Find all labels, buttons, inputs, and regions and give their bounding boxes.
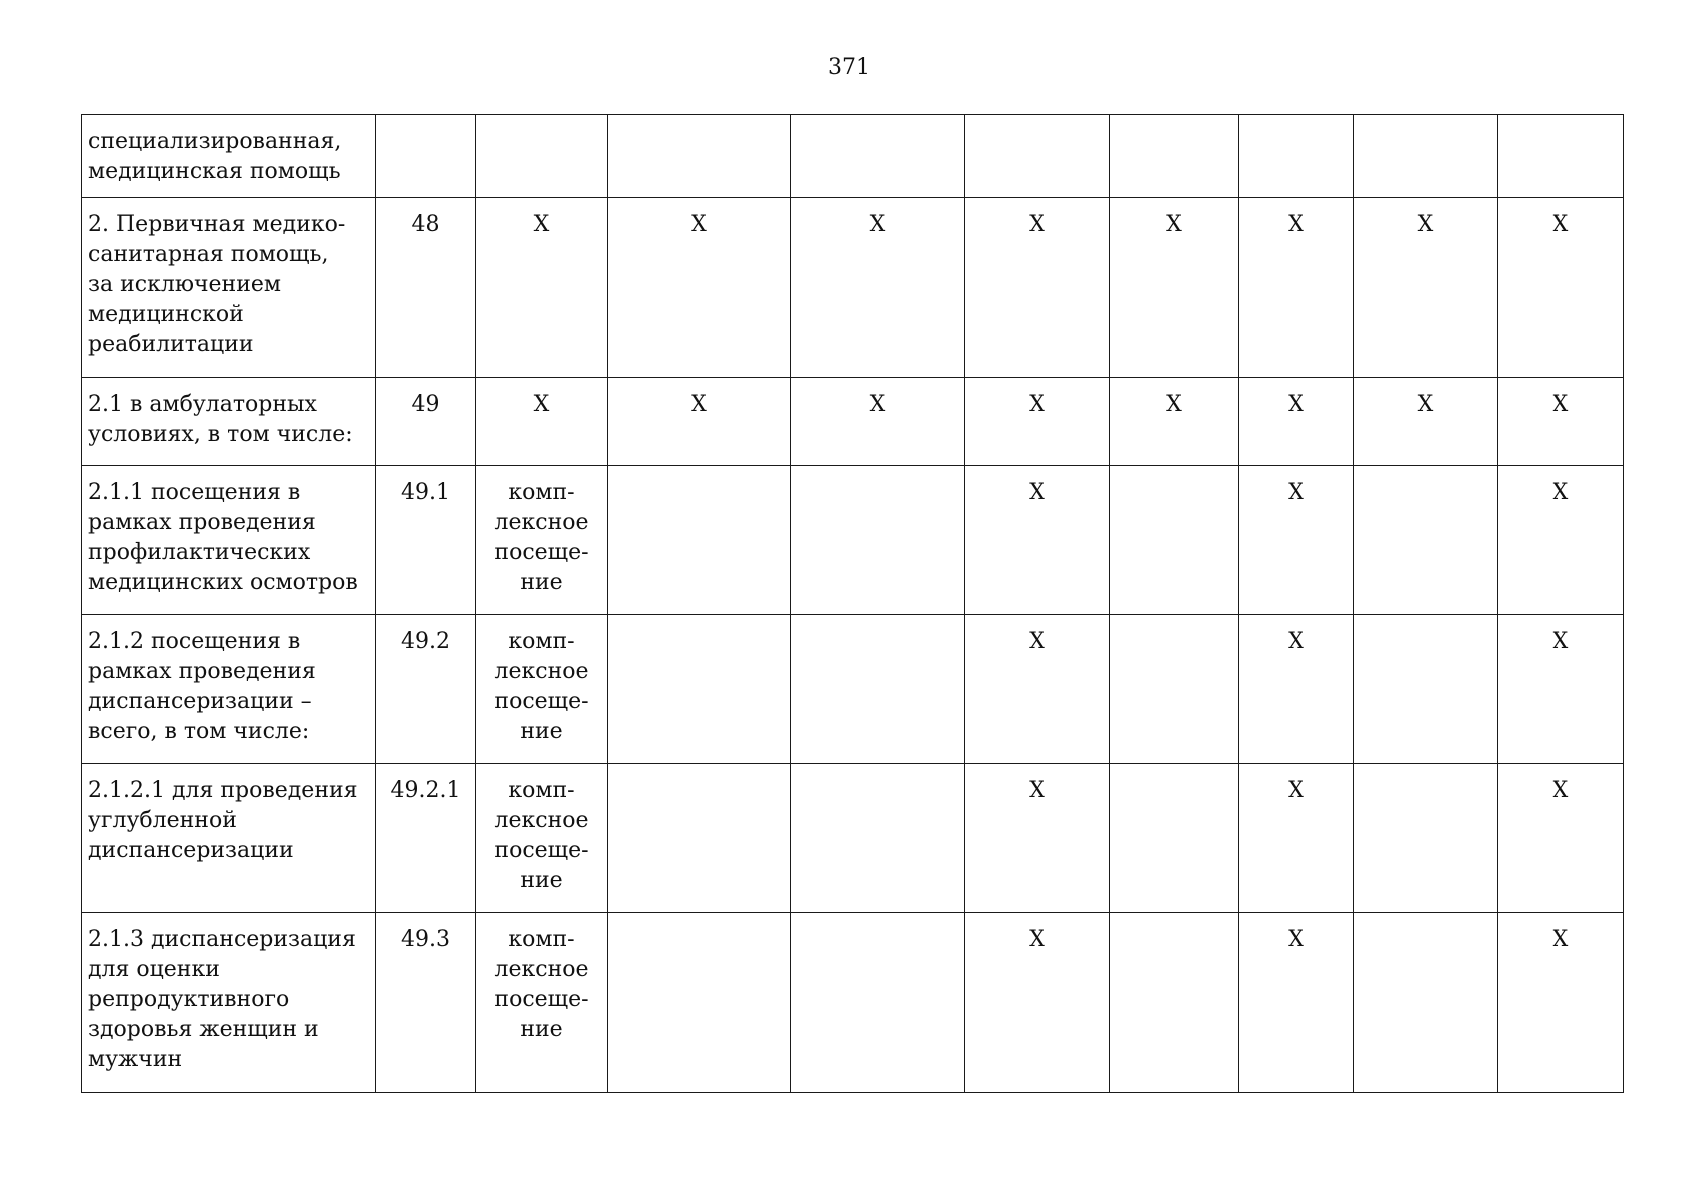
data-table [81, 114, 1624, 1093]
value-cell: Х [1498, 466, 1624, 615]
value-cell: Х [1239, 198, 1354, 378]
value-cell [1354, 115, 1498, 198]
value-cell: Х [1110, 378, 1239, 466]
row-number-cell: 49.1 [376, 466, 476, 615]
row-number-cell [376, 115, 476, 198]
value-cell: Х [965, 198, 1110, 378]
value-cell [1110, 466, 1239, 615]
value-cell [1110, 115, 1239, 198]
value-cell [608, 913, 791, 1093]
value-cell: Х [965, 913, 1110, 1093]
row-number-cell: 49.3 [376, 913, 476, 1093]
unit-cell: Х [476, 198, 608, 378]
value-cell: Х [1498, 764, 1624, 913]
value-cell [1354, 466, 1498, 615]
value-cell [791, 913, 965, 1093]
row-name-cell: 2.1.2.1 для проведения углубленной диспансеризации [82, 764, 376, 913]
table-row [82, 466, 1624, 615]
value-cell [1110, 764, 1239, 913]
row-name-cell: 2.1.2 посещения в рамках проведения диспансеризации – всего, в том числе: [82, 615, 376, 764]
value-cell [791, 115, 965, 198]
value-cell [791, 615, 965, 764]
unit-cell: Х [476, 378, 608, 466]
value-cell [608, 115, 791, 198]
value-cell: Х [608, 198, 791, 378]
value-cell: Х [791, 198, 965, 378]
unit-cell: комп- лексное посеще- ние [476, 615, 608, 764]
row-number-cell: 49 [376, 378, 476, 466]
value-cell [1498, 115, 1624, 198]
value-cell [791, 764, 965, 913]
value-cell [1239, 115, 1354, 198]
value-cell: Х [791, 378, 965, 466]
table-row [82, 615, 1624, 764]
row-number-cell: 49.2 [376, 615, 476, 764]
value-cell [608, 466, 791, 615]
value-cell: Х [965, 378, 1110, 466]
table-row [82, 115, 1624, 198]
value-cell: Х [965, 466, 1110, 615]
unit-cell: комп- лексное посеще- ние [476, 913, 608, 1093]
table-row [82, 764, 1624, 913]
row-number-cell: 48 [376, 198, 476, 378]
value-cell: Х [1239, 764, 1354, 913]
row-name-cell: 2.1 в амбулаторных условиях, в том числе: [82, 378, 376, 466]
row-number-cell: 49.2.1 [376, 764, 476, 913]
value-cell: Х [965, 615, 1110, 764]
value-cell: Х [965, 764, 1110, 913]
value-cell [965, 115, 1110, 198]
row-name-cell: 2.1.3 диспансеризация для оценки репродуктивного здоровья женщин и мужчин [82, 913, 376, 1093]
value-cell: Х [1498, 378, 1624, 466]
value-cell: Х [1498, 615, 1624, 764]
value-cell: Х [608, 378, 791, 466]
row-name-cell: 2. Первичная медико- санитарная помощь, за исключением медицинской реабилитации [82, 198, 376, 378]
table-row [82, 378, 1624, 466]
value-cell [1354, 615, 1498, 764]
value-cell [1110, 913, 1239, 1093]
table-row [82, 198, 1624, 378]
value-cell [608, 615, 791, 764]
unit-cell: комп- лексное посеще- ние [476, 764, 608, 913]
value-cell: Х [1498, 913, 1624, 1093]
value-cell: Х [1354, 198, 1498, 378]
row-name-cell: 2.1.1 посещения в рамках проведения профилактических медицинских осмотров [82, 466, 376, 615]
value-cell: Х [1239, 466, 1354, 615]
unit-cell [476, 115, 608, 198]
value-cell: Х [1110, 198, 1239, 378]
page-number: 371 [828, 55, 870, 80]
value-cell: Х [1239, 378, 1354, 466]
value-cell [608, 764, 791, 913]
table-row [82, 913, 1624, 1093]
value-cell [1354, 764, 1498, 913]
value-cell: Х [1498, 198, 1624, 378]
value-cell [1110, 615, 1239, 764]
value-cell: Х [1354, 378, 1498, 466]
row-name-cell: специализированная, медицинская помощь [82, 115, 376, 198]
value-cell [1354, 913, 1498, 1093]
unit-cell: комп- лексное посеще- ние [476, 466, 608, 615]
value-cell: Х [1239, 913, 1354, 1093]
value-cell [791, 466, 965, 615]
value-cell: Х [1239, 615, 1354, 764]
